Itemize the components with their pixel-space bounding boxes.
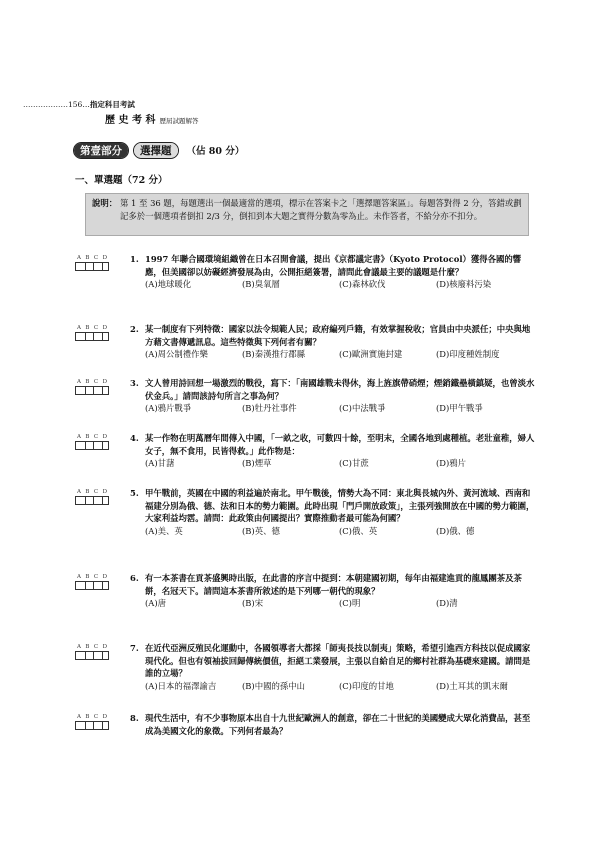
option-b: (B)秦漢推行郡縣 bbox=[242, 349, 305, 359]
subject-title: 歷 史 考 科 bbox=[105, 115, 156, 126]
answer-box-divider bbox=[102, 722, 103, 729]
question-number: 1. bbox=[130, 254, 139, 264]
option-d: (D)清 bbox=[436, 598, 458, 608]
question-options bbox=[145, 402, 535, 415]
question-item bbox=[75, 572, 535, 610]
option-b: (B)臭氧層 bbox=[242, 279, 280, 289]
answer-box-divider bbox=[85, 333, 86, 340]
question-number: 7. bbox=[130, 643, 139, 653]
instructions-box bbox=[85, 193, 529, 236]
option-a: (A)周公制禮作樂 bbox=[145, 349, 208, 359]
header-dots: ……………… bbox=[23, 100, 68, 109]
option-c: (C)印度的甘地 bbox=[339, 680, 394, 691]
answer-box-divider bbox=[93, 333, 94, 340]
section-part: 第壹部分 bbox=[74, 143, 128, 158]
question-text: 在近代亞洲反殖民化運動中，各國領導者大都採「師夷長技以制夷」策略，希望引進西方科技以促成國家現代化。但也有領袖拔回歸傳統價值，拒絕工業發展，主張以自給自足的鄉村社群為基礎來建國。請問是誰的立場？ bbox=[145, 643, 531, 678]
question-text: 1997 年聯合國環境組織曾在日本召開會議，提出《京都議定書》（Kyoto Protocol）獲得各國的響應，但美國卻以妨礙經濟發展為由，公開拒絕簽署，請問此會議最主要的議題是什麼？ bbox=[145, 254, 522, 277]
answer-letters bbox=[75, 489, 109, 496]
answer-letter: B bbox=[85, 489, 90, 495]
question-item bbox=[75, 253, 535, 291]
question-text: 現代生活中，有不少事物原本出自十九世紀歐洲人的創意，卻在二十世紀的美國變成大眾化消費品，甚至成為美國文化的象徵。下列何者最為？ bbox=[145, 713, 531, 736]
option-a: (A)唐 bbox=[145, 598, 166, 608]
question-item bbox=[75, 377, 535, 415]
answer-box-divider bbox=[93, 497, 94, 504]
option-d: (D)土耳其的凱末爾 bbox=[436, 680, 508, 691]
question-options bbox=[145, 525, 535, 538]
answer-letter: A bbox=[77, 255, 81, 261]
option-a: (A)地球暖化 bbox=[145, 279, 192, 289]
question-type-heading: 一、單選題（72 分） bbox=[75, 175, 168, 186]
answer-letter: C bbox=[93, 255, 99, 261]
answer-letter: A bbox=[77, 714, 81, 720]
answer-box-divider bbox=[93, 263, 94, 270]
answer-letter: B bbox=[85, 325, 90, 331]
answer-letter: B bbox=[85, 434, 90, 440]
answer-letter: D bbox=[102, 644, 107, 650]
question-number: 4. bbox=[130, 433, 139, 443]
answer-box-divider bbox=[85, 652, 86, 659]
answer-bubble-grid bbox=[75, 574, 109, 590]
answer-box-divider bbox=[102, 387, 103, 394]
answer-letter: D bbox=[102, 489, 107, 495]
option-c: (C)歐洲實施封建 bbox=[339, 349, 403, 359]
page-number: 156 bbox=[68, 100, 83, 109]
question-number: 6. bbox=[130, 573, 139, 583]
answer-bubble-grid bbox=[75, 379, 109, 395]
option-c: (C)俄、英 bbox=[339, 525, 378, 536]
subject-note: 歷屆試題解答 bbox=[159, 117, 199, 125]
answer-bubble-grid bbox=[75, 325, 109, 341]
answer-letters bbox=[75, 644, 109, 651]
question-options bbox=[145, 457, 535, 470]
option-d: (D)甲午戰爭 bbox=[436, 403, 483, 413]
option-c: (C)森林砍伐 bbox=[339, 279, 386, 289]
answer-bubble-grid bbox=[75, 714, 109, 730]
answer-box-divider bbox=[102, 442, 103, 449]
answer-box-divider bbox=[85, 582, 86, 589]
question-item bbox=[75, 323, 535, 361]
option-c: (C)甘蔗 bbox=[339, 458, 369, 468]
question-text: 某一作物在明萬曆年間傳入中國，「一畝之收，可數四十餘，至明末，全國各地到處種植。老壯童稚，婦人女子，無不食用，民皆得救。」此作物是： bbox=[145, 433, 535, 456]
option-a: (A)鴉片戰爭 bbox=[145, 403, 192, 413]
answer-box bbox=[75, 721, 109, 730]
answer-letter: D bbox=[102, 714, 107, 720]
header-sep: … bbox=[82, 100, 90, 109]
question-options bbox=[145, 597, 535, 610]
option-b: (B)宋 bbox=[242, 598, 264, 608]
answer-box-divider bbox=[85, 442, 86, 449]
answer-box bbox=[75, 332, 109, 341]
answer-box-divider bbox=[85, 722, 86, 729]
answer-letters bbox=[75, 325, 109, 332]
option-b: (B)中國的孫中山 bbox=[242, 680, 305, 691]
answer-box bbox=[75, 262, 109, 271]
answer-letters bbox=[75, 714, 109, 721]
answer-letter: D bbox=[102, 434, 107, 440]
option-b: (B)煙草 bbox=[242, 458, 272, 468]
question-item bbox=[75, 487, 535, 537]
question-item bbox=[75, 642, 535, 692]
answer-bubble-grid bbox=[75, 434, 109, 450]
section-part-pill bbox=[73, 142, 129, 159]
answer-letter: A bbox=[77, 325, 81, 331]
question-number: 8. bbox=[130, 713, 139, 723]
option-b: (B)英、德 bbox=[242, 525, 280, 536]
answer-box bbox=[75, 581, 109, 590]
question-number: 2. bbox=[130, 324, 139, 334]
section-score: （佔 80 分） bbox=[186, 146, 245, 157]
answer-letters bbox=[75, 255, 109, 262]
running-header bbox=[23, 99, 135, 110]
answer-box bbox=[75, 386, 109, 395]
option-c: (C)明 bbox=[339, 598, 361, 608]
option-b: (B)牡丹社事件 bbox=[242, 403, 297, 413]
answer-letter: A bbox=[77, 379, 81, 385]
answer-letters bbox=[75, 434, 109, 441]
answer-box-divider bbox=[93, 652, 94, 659]
section-type-pill bbox=[133, 142, 179, 159]
answer-letter: C bbox=[93, 644, 99, 650]
answer-box-divider bbox=[102, 582, 103, 589]
answer-letters bbox=[75, 379, 109, 386]
option-a: (A)甘藷 bbox=[145, 458, 175, 468]
answer-box-divider bbox=[93, 722, 94, 729]
question-options bbox=[145, 278, 535, 291]
option-a: (A)美、英 bbox=[145, 525, 183, 536]
option-d: (D)印度種姓制度 bbox=[436, 349, 500, 359]
answer-letter: A bbox=[77, 574, 81, 580]
answer-box bbox=[75, 651, 109, 660]
subject-header bbox=[105, 111, 198, 126]
answer-box-divider bbox=[85, 263, 86, 270]
answer-letter: C bbox=[93, 325, 99, 331]
question-number: 5. bbox=[130, 488, 139, 498]
answer-box-divider bbox=[93, 582, 94, 589]
answer-box-divider bbox=[93, 442, 94, 449]
answer-letter: B bbox=[85, 379, 90, 385]
answer-letter: C bbox=[93, 379, 99, 385]
option-d: (D)俄、德 bbox=[436, 525, 475, 536]
section-type: 選擇題 bbox=[134, 143, 178, 158]
answer-box-divider bbox=[85, 387, 86, 394]
question-options bbox=[145, 348, 535, 361]
answer-letter: B bbox=[85, 255, 90, 261]
answer-letter: D bbox=[102, 574, 107, 580]
answer-bubble-grid bbox=[75, 255, 109, 271]
answer-letter: B bbox=[85, 574, 90, 580]
answer-letter: D bbox=[102, 325, 107, 331]
question-options bbox=[145, 680, 535, 693]
answer-letter: C bbox=[93, 434, 99, 440]
answer-box-divider bbox=[102, 497, 103, 504]
answer-letter: C bbox=[93, 714, 99, 720]
header-title: 指定科目考試 bbox=[89, 100, 135, 109]
answer-letter: A bbox=[77, 644, 81, 650]
question-text: 某一制度有下列特徵：國家以法令規範人民；政府編列戶籍，有效掌握稅收；官員由中央派任；中央與地方藉文書傳遞訊息。這些特徵與下列何者有關？ bbox=[145, 324, 531, 347]
option-c: (C)中法戰爭 bbox=[339, 403, 386, 413]
answer-letter: D bbox=[102, 379, 107, 385]
instructions-text: 第 1 至 36 題，每題選出一個最適當的選項，標示在答案卡之「選擇題答案區」。每題答對得 2 分，答錯或劃記多於一個選項者倒扣 2/3 分，倒扣到本大題之實得分數為零為止。未作答者，不給分亦不扣分。 bbox=[120, 198, 522, 221]
option-d: (D)核廢料污染 bbox=[436, 279, 492, 289]
question-item bbox=[75, 712, 535, 737]
question-text: 文人曾用詩回想一場激烈的戰役，寫下：「南國雄戰未得休，海上旌旗帶硝煙；煙銷鐵壘橫鎮疑，也曾淡水伏金兵。」請問該詩句所言之事為何？ bbox=[145, 378, 535, 401]
answer-box-divider bbox=[93, 387, 94, 394]
question-text: 有一本茶書在貢茶盛興時出版，在此書的序言中提到：本朝建國初期，每年由福建進貢的龍鳳團茶及茶餅，名冠天下。請問這本茶書所敘述的是下列哪一朝代的現象？ bbox=[145, 573, 522, 596]
answer-letter: A bbox=[77, 434, 81, 440]
answer-letter: C bbox=[93, 489, 99, 495]
section-bar bbox=[73, 141, 244, 159]
option-d: (D)鴉片 bbox=[436, 458, 466, 468]
answer-letter: B bbox=[85, 714, 90, 720]
answer-box-divider bbox=[102, 652, 103, 659]
answer-box-divider bbox=[102, 263, 103, 270]
answer-box bbox=[75, 496, 109, 505]
question-item bbox=[75, 432, 535, 470]
question-text: 甲午戰前，英國在中國的利益遍於南北。甲午戰後，情勢大為不同：東北與長城內外、黃河流域、西南和福建分別為俄、德、法和日本的勢力範圍。此時出現「門戶開放政策」，主張列強開放在中國的勢力範圍，大家利益均霑。請問：此政策由何國提出？實際推動者最可能為何國？ bbox=[145, 488, 535, 523]
answer-box bbox=[75, 441, 109, 450]
answer-letter: C bbox=[93, 574, 99, 580]
answer-letter: B bbox=[85, 644, 90, 650]
answer-box-divider bbox=[85, 497, 86, 504]
answer-box-divider bbox=[102, 333, 103, 340]
answer-bubble-grid bbox=[75, 489, 109, 505]
answer-letters bbox=[75, 574, 109, 581]
answer-bubble-grid bbox=[75, 644, 109, 660]
option-a: (A)日本的福澤諭吉 bbox=[145, 680, 217, 691]
answer-letter: D bbox=[102, 255, 107, 261]
instructions-label: 說明： bbox=[92, 198, 118, 208]
answer-letter: A bbox=[77, 489, 81, 495]
question-number: 3. bbox=[130, 378, 139, 388]
